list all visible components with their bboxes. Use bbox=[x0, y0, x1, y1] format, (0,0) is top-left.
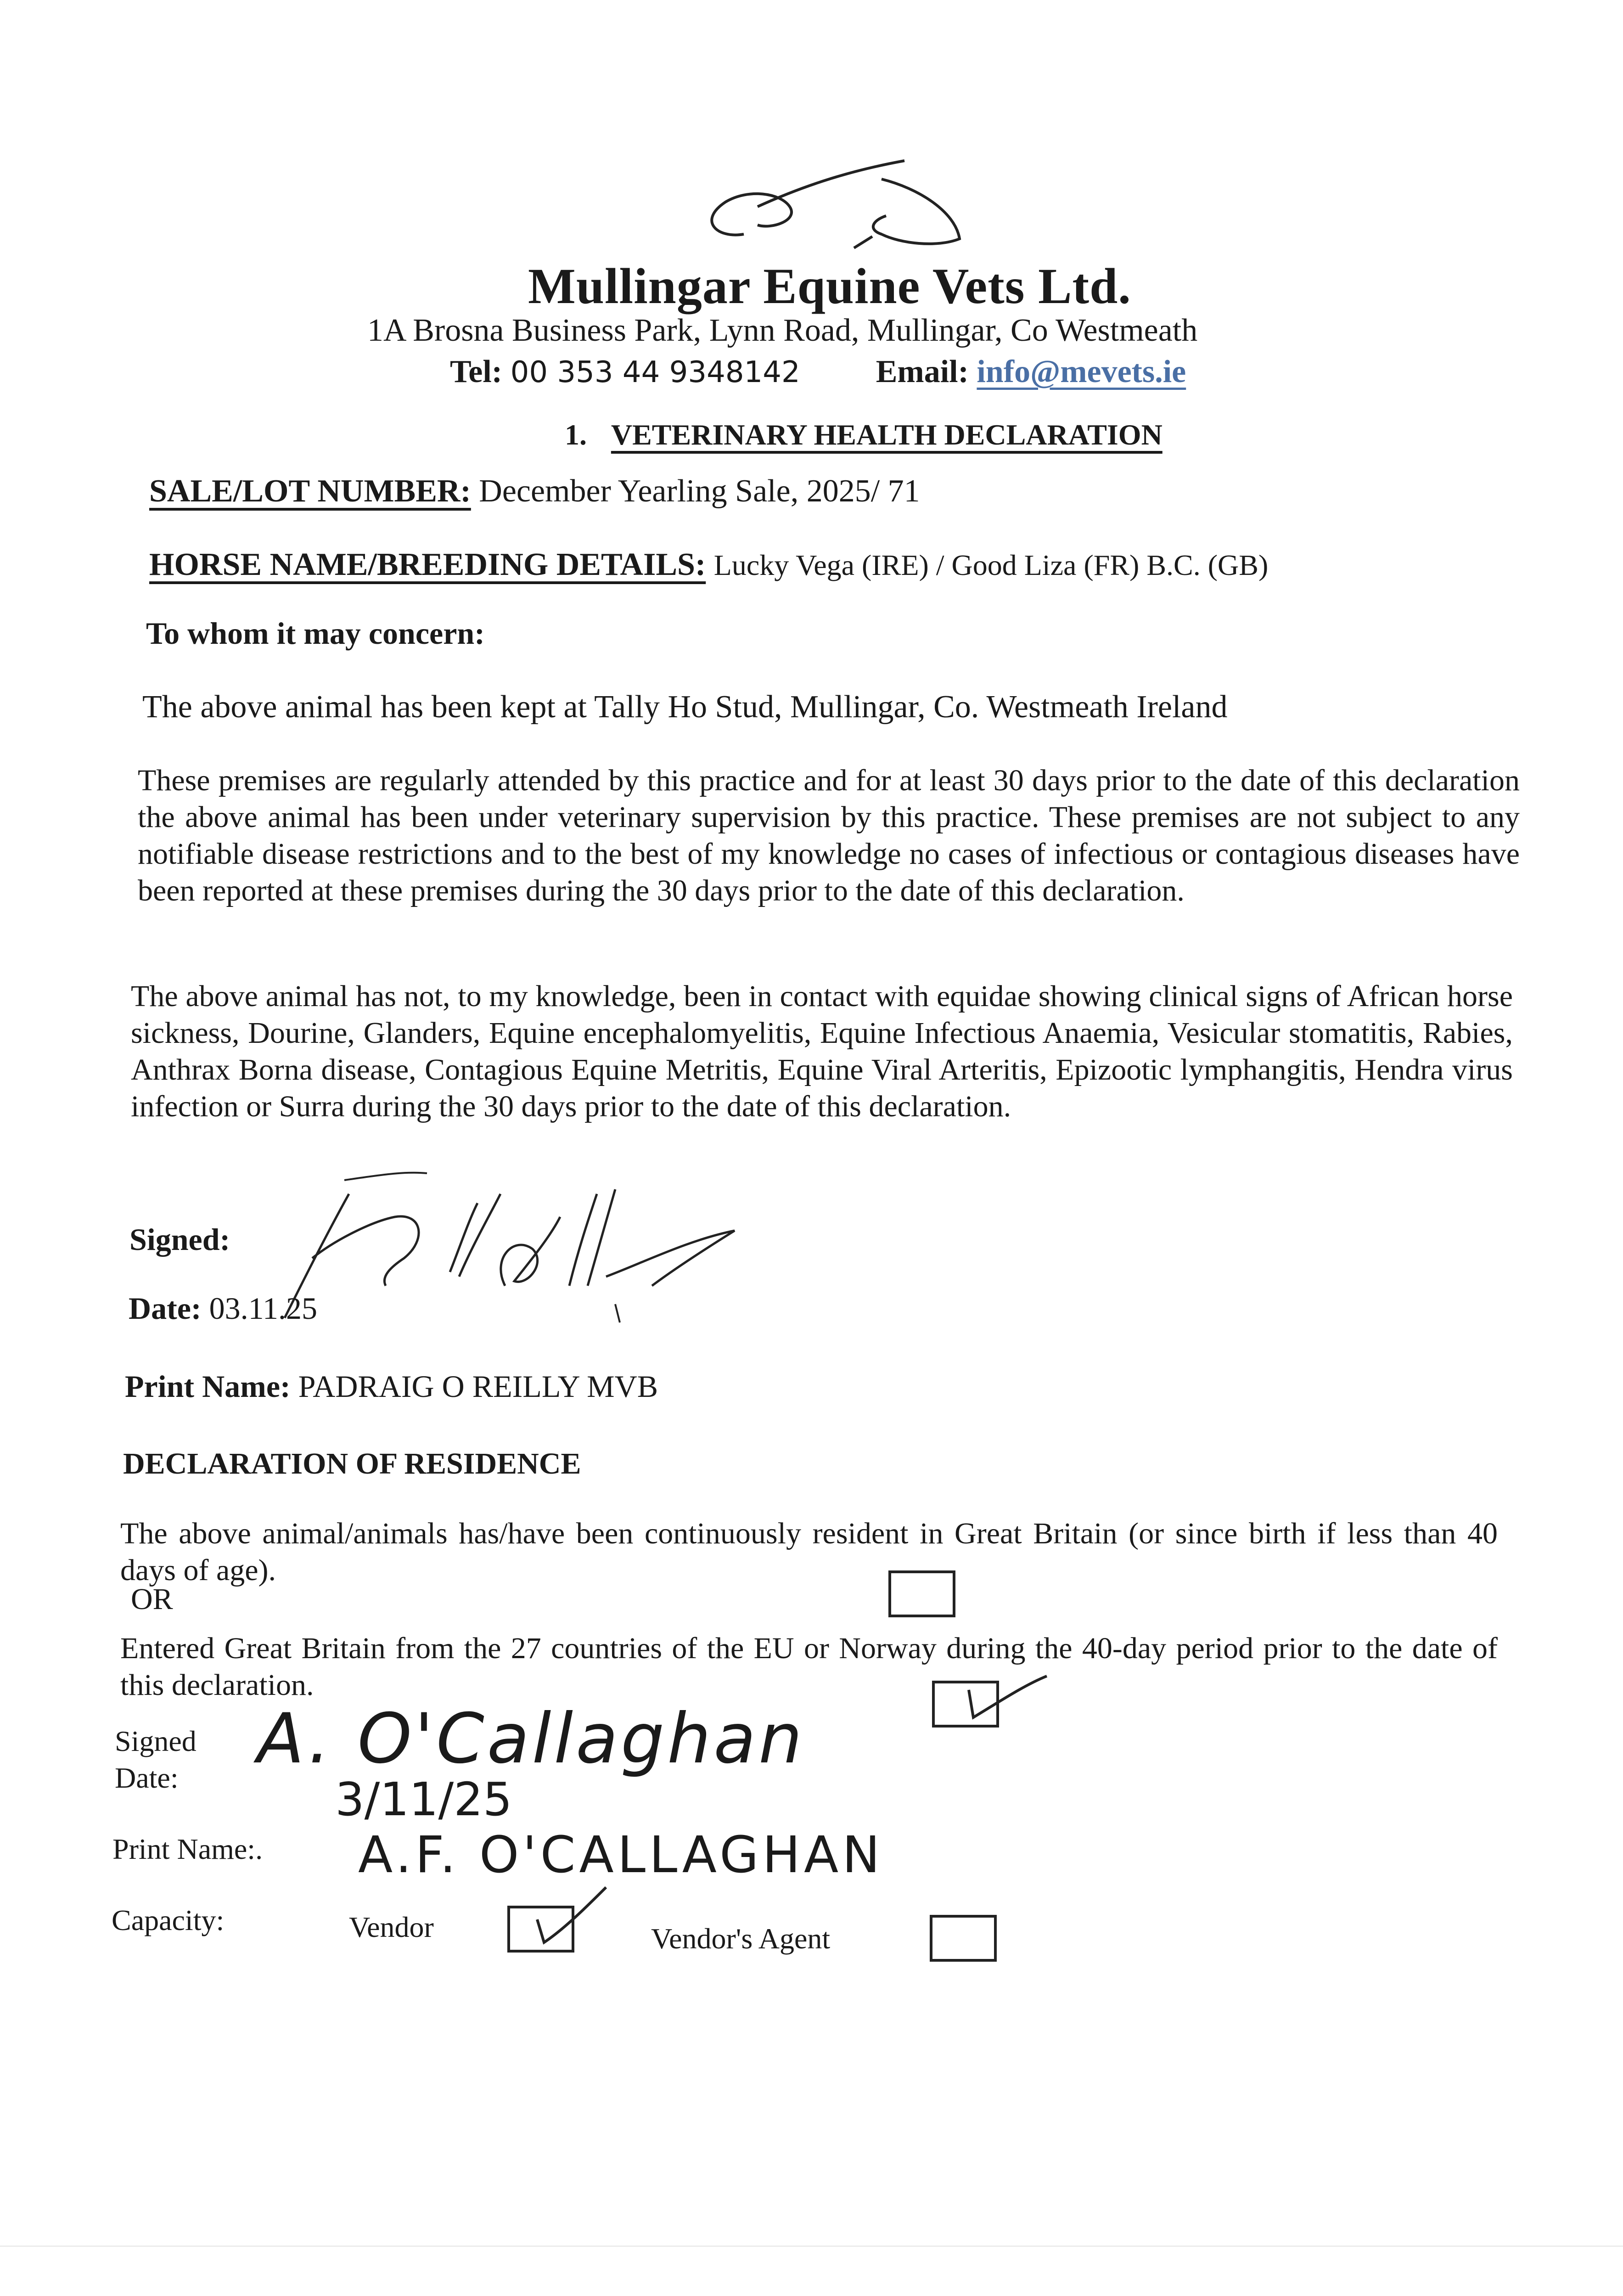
horse-line bbox=[149, 546, 1268, 583]
option2-check-mark-icon bbox=[960, 1671, 1051, 1727]
email-link[interactable]: info@mevets.ie bbox=[977, 354, 1186, 389]
residence-or-label: OR bbox=[131, 1582, 173, 1616]
capacity-label: Capacity: bbox=[112, 1904, 225, 1936]
sale-lot-line bbox=[149, 473, 920, 510]
vendor-check-mark-icon bbox=[528, 1878, 620, 1947]
residence-title: DECLARATION OF RESIDENCE bbox=[123, 1447, 581, 1480]
vendors-agent-label: Vendor's Agent bbox=[651, 1922, 831, 1955]
greeting: To whom it may concern: bbox=[146, 616, 485, 651]
residence-option1: The above animal/animals has/have been continuously resident in Great Britain (or since birth if less than 40 days of age). bbox=[120, 1517, 1498, 1587]
company-name: Mullingar Equine Vets Ltd. bbox=[528, 258, 1131, 314]
tel-label: Tel: bbox=[450, 354, 503, 389]
company-address: 1A Brosna Business Park, Lynn Road, Mullingar, Co Westmeath bbox=[367, 313, 1198, 348]
scan-edge-line bbox=[0, 2245, 1623, 2247]
tel-value: 00 353 44 9348142 bbox=[510, 355, 800, 389]
paragraph-premises: The above animal has been kept at Tally Ho Stud, Mullingar, Co. Westmeath Ireland bbox=[142, 689, 1228, 725]
vet-date-line bbox=[129, 1290, 317, 1327]
vet-print-name-value: PADRAIG O REILLY MVB bbox=[298, 1369, 658, 1404]
vet-signed-label: Signed: bbox=[129, 1222, 230, 1257]
vet-print-name-label: Print Name: bbox=[125, 1369, 291, 1404]
vet-date-value: 03.11.25 bbox=[209, 1291, 318, 1326]
section-number: 1. bbox=[565, 418, 587, 451]
paragraph-no-contact: The above animal has not, to my knowledge, been in contact with equidae showing clinical signs of African horse sickness, Dourine, Glanders, Equine encephalomyelitis, Equine Infectious Anaemia, Vesicular stomatitis, Rabies, Anthrax Borna disease, Contagious Equine Metritis, Equine Viral Arteritis, Epizootic lymphangitis, Hendra virus infection or Surra during the 30 days prior to the date of this declaration. bbox=[131, 979, 1513, 1123]
paragraph-supervision: These premises are regularly attended by this practice and for at least 30 days prior to the date of this declaration the above animal has been under veterinary supervision by this practice. These premises are not subject to any notifiable disease restrictions and to the best of my knowledge no cases of infectious or contagious diseases have been reported at these premises during the 30 days prior to the date of this declaration. bbox=[138, 764, 1520, 907]
vet-date-label: Date: bbox=[129, 1291, 202, 1326]
email-label: Email: bbox=[876, 354, 969, 389]
residence-print-name-value: A.F. O'CALLAGHAN bbox=[358, 1825, 884, 1884]
sale-lot-value: December Yearling Sale, 2025/ 71 bbox=[479, 473, 920, 509]
horse-value: Lucky Vega (IRE) / Good Liza (FR) B.C. (GB) bbox=[713, 549, 1269, 581]
residence-print-name-label: Print Name:. bbox=[112, 1833, 263, 1865]
residence-signed-label: Signed bbox=[115, 1725, 197, 1757]
residence-option2: Entered Great Britain from the 27 countries of the EU or Norway during the 40-day period prior to the date of this declaration. bbox=[120, 1632, 1498, 1702]
vendors-agent-checkbox[interactable] bbox=[930, 1915, 997, 1962]
vet-signature-image bbox=[275, 1166, 781, 1341]
horse-label: HORSE NAME/BREEDING DETAILS: bbox=[149, 547, 706, 582]
vendor-label: Vendor bbox=[349, 1911, 434, 1943]
residence-option1-checkbox[interactable] bbox=[888, 1570, 955, 1617]
residence-date-value: 3/11/25 bbox=[335, 1773, 512, 1826]
section-title-text: VETERINARY HEALTH DECLARATION bbox=[611, 418, 1162, 451]
contact-line bbox=[450, 354, 1186, 390]
residence-signature-value: A. O'Callaghan bbox=[257, 1699, 805, 1779]
horse-logo-icon bbox=[689, 152, 973, 257]
residence-date-label: Date: bbox=[115, 1761, 179, 1794]
vet-print-name-line bbox=[125, 1368, 658, 1405]
sale-lot-label: SALE/LOT NUMBER: bbox=[149, 473, 471, 509]
section-title bbox=[565, 418, 1162, 452]
